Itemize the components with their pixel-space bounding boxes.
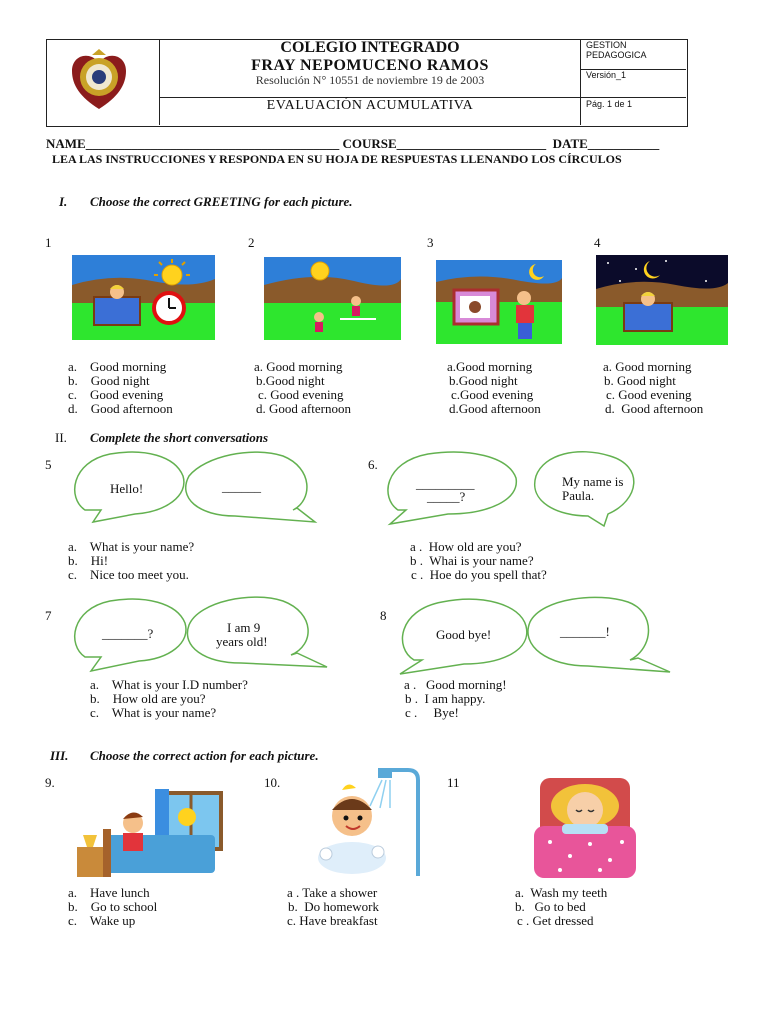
q3-option-d[interactable]: d.Good afternoon [449,401,541,416]
q1-option-d[interactable]: d. Good afternoon [68,401,173,416]
q11-number: 11 [447,775,460,790]
q8-option-a[interactable]: a . Good morning! [404,677,507,692]
q3-option-c[interactable]: c.Good evening [451,387,534,402]
q9-number: 9. [45,775,55,790]
q8-option-b[interactable]: b . I am happy. [405,691,486,706]
header-divider-right [580,39,581,125]
q4-option-c[interactable]: c. Good evening [606,387,692,402]
q10-option-a[interactable]: a . Take a shower [287,885,378,900]
q2-option-c[interactable]: c. Good evening [258,387,344,402]
section3-roman: III. [50,748,69,763]
page-label: Pág. 1 de 1 [586,99,633,109]
picture-afternoon-play [264,257,401,340]
q10-option-c[interactable]: c. Have breakfast [287,913,378,928]
q7-option-b[interactable]: b. How old are you? [90,691,206,706]
q5-option-b[interactable]: b. Hi! [68,553,109,568]
section2-roman: II. [55,430,67,445]
q8-bubble2-text: _______! [560,624,610,639]
q4-number: 4 [594,235,601,250]
q3-option-a[interactable]: a.Good morning [447,359,533,374]
q8-number: 8 [380,608,387,623]
q1-option-a[interactable]: a. Good morning [68,359,167,374]
q11-option-b[interactable]: b. Go to bed [515,899,586,914]
q11-option-a[interactable]: a. Wash my teeth [515,885,608,900]
q11-option-c[interactable]: c . Get dressed [517,913,594,928]
q6-option-b[interactable]: b . Whai is your name? [410,553,534,568]
section3-title: Choose the correct action for each picture. [90,748,319,763]
school-name-2: FRAY NEPOMUCENO RAMOS [251,57,489,74]
q8-speech-bubbles [392,594,677,679]
q2-option-d[interactable]: d. Good afternoon [256,401,351,416]
q3-number: 3 [427,235,434,250]
section1-title: Choose the correct GREETING for each picture. [90,194,353,209]
q1-option-c[interactable]: c. Good evening [68,387,164,402]
q2-option-a[interactable]: a. Good morning [254,359,343,374]
name-course-date-line: NAME_______________________________________ COURSE_______________________ DATE___________ [46,136,660,151]
school-name: COLEGIO INTEGRADO [280,39,460,56]
version-label: Versión_1 [586,70,627,80]
section2-title: Complete the short conversations [90,430,269,445]
q6-bubble2-line1: My name is [562,474,624,489]
q9-option-b[interactable]: b. Go to school [68,899,158,914]
q2-number: 2 [248,235,255,250]
instructions: LEA LAS INSTRUCCIONES Y RESPONDA EN SU HOJA DE RESPUESTAS LLENANDO LOS CÍRCULOS [52,152,622,166]
q1-number: 1 [45,235,52,250]
q4-option-b[interactable]: b. Good night [604,373,676,388]
q9-option-a[interactable]: a. Have lunch [68,885,150,900]
q7-option-a[interactable]: a. What is your I.D number? [90,677,248,692]
q5-bubble1-text: Hello! [110,481,144,496]
picture-evening-tv [436,260,562,344]
q5-bubble2-text: ______ [222,479,261,494]
q1-option-b[interactable]: b. Good night [68,373,150,388]
q5-option-a[interactable]: a. What is your name? [68,539,195,554]
picture-shower [306,766,426,878]
gestion-label: GESTION PEDAGOGICA [586,40,647,60]
q6-number: 6. [368,457,378,472]
picture-morning-bed [72,255,215,340]
q7-bubble1-text: _______? [102,626,154,641]
q6-option-a[interactable]: a . How old are you? [410,539,522,554]
q10-option-b[interactable]: b. Do homework [288,899,379,914]
q7-bubble2-line1: I am 9 [227,620,261,635]
q9-option-c[interactable]: c. Wake up [68,913,136,928]
q8-bubble1-text: Good bye! [436,627,492,642]
q5-number: 5 [45,457,52,472]
q4-option-a[interactable]: a. Good morning [603,359,692,374]
q6-option-c[interactable]: c . Hoe do you spell that? [411,567,547,582]
school-crest [70,49,128,111]
q6-bubble2-line2: Paula. [562,488,595,503]
q7-option-c[interactable]: c. What is your name? [90,705,217,720]
q5-speech-bubbles [65,448,325,528]
q10-number: 10. [264,775,281,790]
q5-option-c[interactable]: c. Nice too meet you. [68,567,189,582]
q7-number: 7 [45,608,52,623]
picture-wake-up [75,787,230,880]
picture-night-bed [596,255,728,345]
picture-sleeping [530,776,640,881]
q2-option-b[interactable]: b.Good night [256,373,325,388]
q3-option-b[interactable]: b.Good night [449,373,518,388]
q7-bubble2-line2: years old! [216,634,268,649]
eval-title: EVALUACIÓN ACUMULATIVA [266,98,474,113]
q6-bubble1-line1: _________ [416,476,475,491]
resolution-text: Resolución N° 10551 de noviembre 19 de 2003 [255,73,485,87]
section1-roman: I. [59,194,68,209]
q4-option-d[interactable]: d. Good afternoon [605,401,704,416]
q8-option-c[interactable]: c . Bye! [405,705,459,720]
q6-bubble1-line2: _____? [427,489,466,504]
